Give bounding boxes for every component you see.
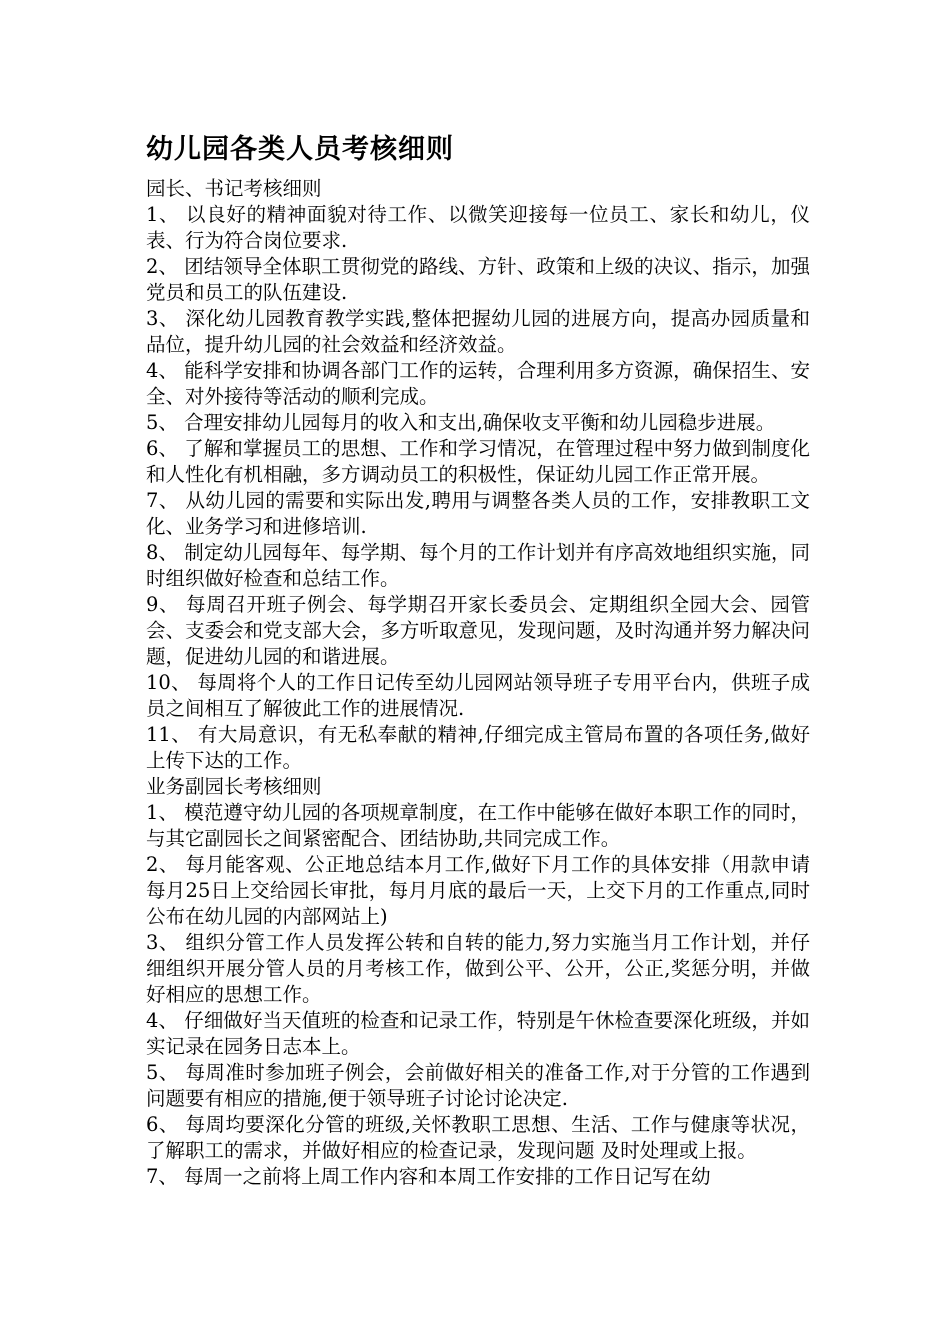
document-title: 幼儿园各类人员考核细则 [146,134,454,165]
list-item: 1、 以良好的精神面貌对待工作、以微笑迎接每一位员工、家长和幼儿，仪表、行为符合岗位要求. [146,203,810,252]
list-item: 3、 组织分管工作人员发挥公转和自转的能力,努力实施当月工作计划，并仔细组织开展分管人员的月考核工作，做到公平、公开，公正,奖惩分明，并做好相应的思想工作。 [146,931,810,1006]
list-item: 4、 仔细做好当天值班的检查和记录工作，特别是午休检查要深化班级，并如实记录在园务日志本上。 [146,1009,810,1058]
list-item: 6、 了解和掌握员工的思想、工作和学习情况，在管理过程中努力做到制度化和人性化有机相融，多方调动员工的积极性，保证幼儿园工作正常开展。 [146,437,810,486]
list-item: 10、 每周将个人的工作日记传至幼儿园网站领导班子专用平台内，供班子成员之间相互了解彼此工作的进展情况. [146,671,810,720]
list-item: 8、 制定幼儿园每年、每学期、每个月的工作计划并有序高效地组织实施，同时组织做好检查和总结工作。 [146,541,810,590]
list-item: 7、 从幼儿园的需要和实际出发,聘用与调整各类人员的工作，安排教职工文化、业务学习和进修培训. [146,489,810,538]
list-item: 7、 每周一之前将上周工作内容和本周工作安排的工作日记写在幼 [146,1165,711,1188]
list-item: 9、 每周召开班子例会、每学期召开家长委员会、定期组织全园大会、园管会、支委会和党支部大会，多方听取意见，发现问题，及时沟通并努力解决问题，促进幼儿园的和谐进展。 [146,593,810,668]
section-heading: 业务副园长考核细则 [146,775,322,798]
section-vice-principal [146,774,810,1190]
list-item: 4、 能科学安排和协调各部门工作的运转，合理利用多方资源，确保招生、安全、对外接待等活动的顺利完成。 [146,359,810,408]
document-page [146,130,810,1190]
list-item: 3、 深化幼儿园教育教学实践,整体把握幼儿园的进展方向，提高办园质量和品位，提升幼儿园的社会效益和经济效益。 [146,307,810,356]
section-heading: 园长、书记考核细则 [146,177,322,200]
section-principal [146,176,810,774]
list-item: 5、 合理安排幼儿园每月的收入和支出,确保收支平衡和幼儿园稳步进展。 [146,411,776,434]
list-item: 2、 每月能客观、公正地总结本月工作,做好下月工作的具体安排（用款申请每月25日上交给园长审批，每月月底的最后一天，上交下月的工作重点,同时公布在幼儿园的内部网站上) [146,853,810,928]
list-item: 5、 每周准时参加班子例会，会前做好相关的准备工作,对于分管的工作遇到问题要有相应的措施,便于领导班子讨论讨论决定. [146,1061,810,1110]
list-item: 2、 团结领导全体职工贯彻党的路线、方针、政策和上级的决议、指示，加强党员和员工的队伍建设. [146,255,810,304]
list-item: 1、 模范遵守幼儿园的各项规章制度，在工作中能够在做好本职工作的同时，与其它副园长之间紧密配合、团结协助,共同完成工作。 [146,801,810,850]
list-item: 11、 有大局意识，有无私奉献的精神,仔细完成主管局布置的各项任务,做好上传下达的工作。 [146,723,810,772]
list-item: 6、 每周均要深化分管的班级,关怀教职工思想、生活、工作与健康等状况，了解职工的需求，并做好相应的检查记录，发现问题 及时处理或上报。 [146,1113,810,1162]
